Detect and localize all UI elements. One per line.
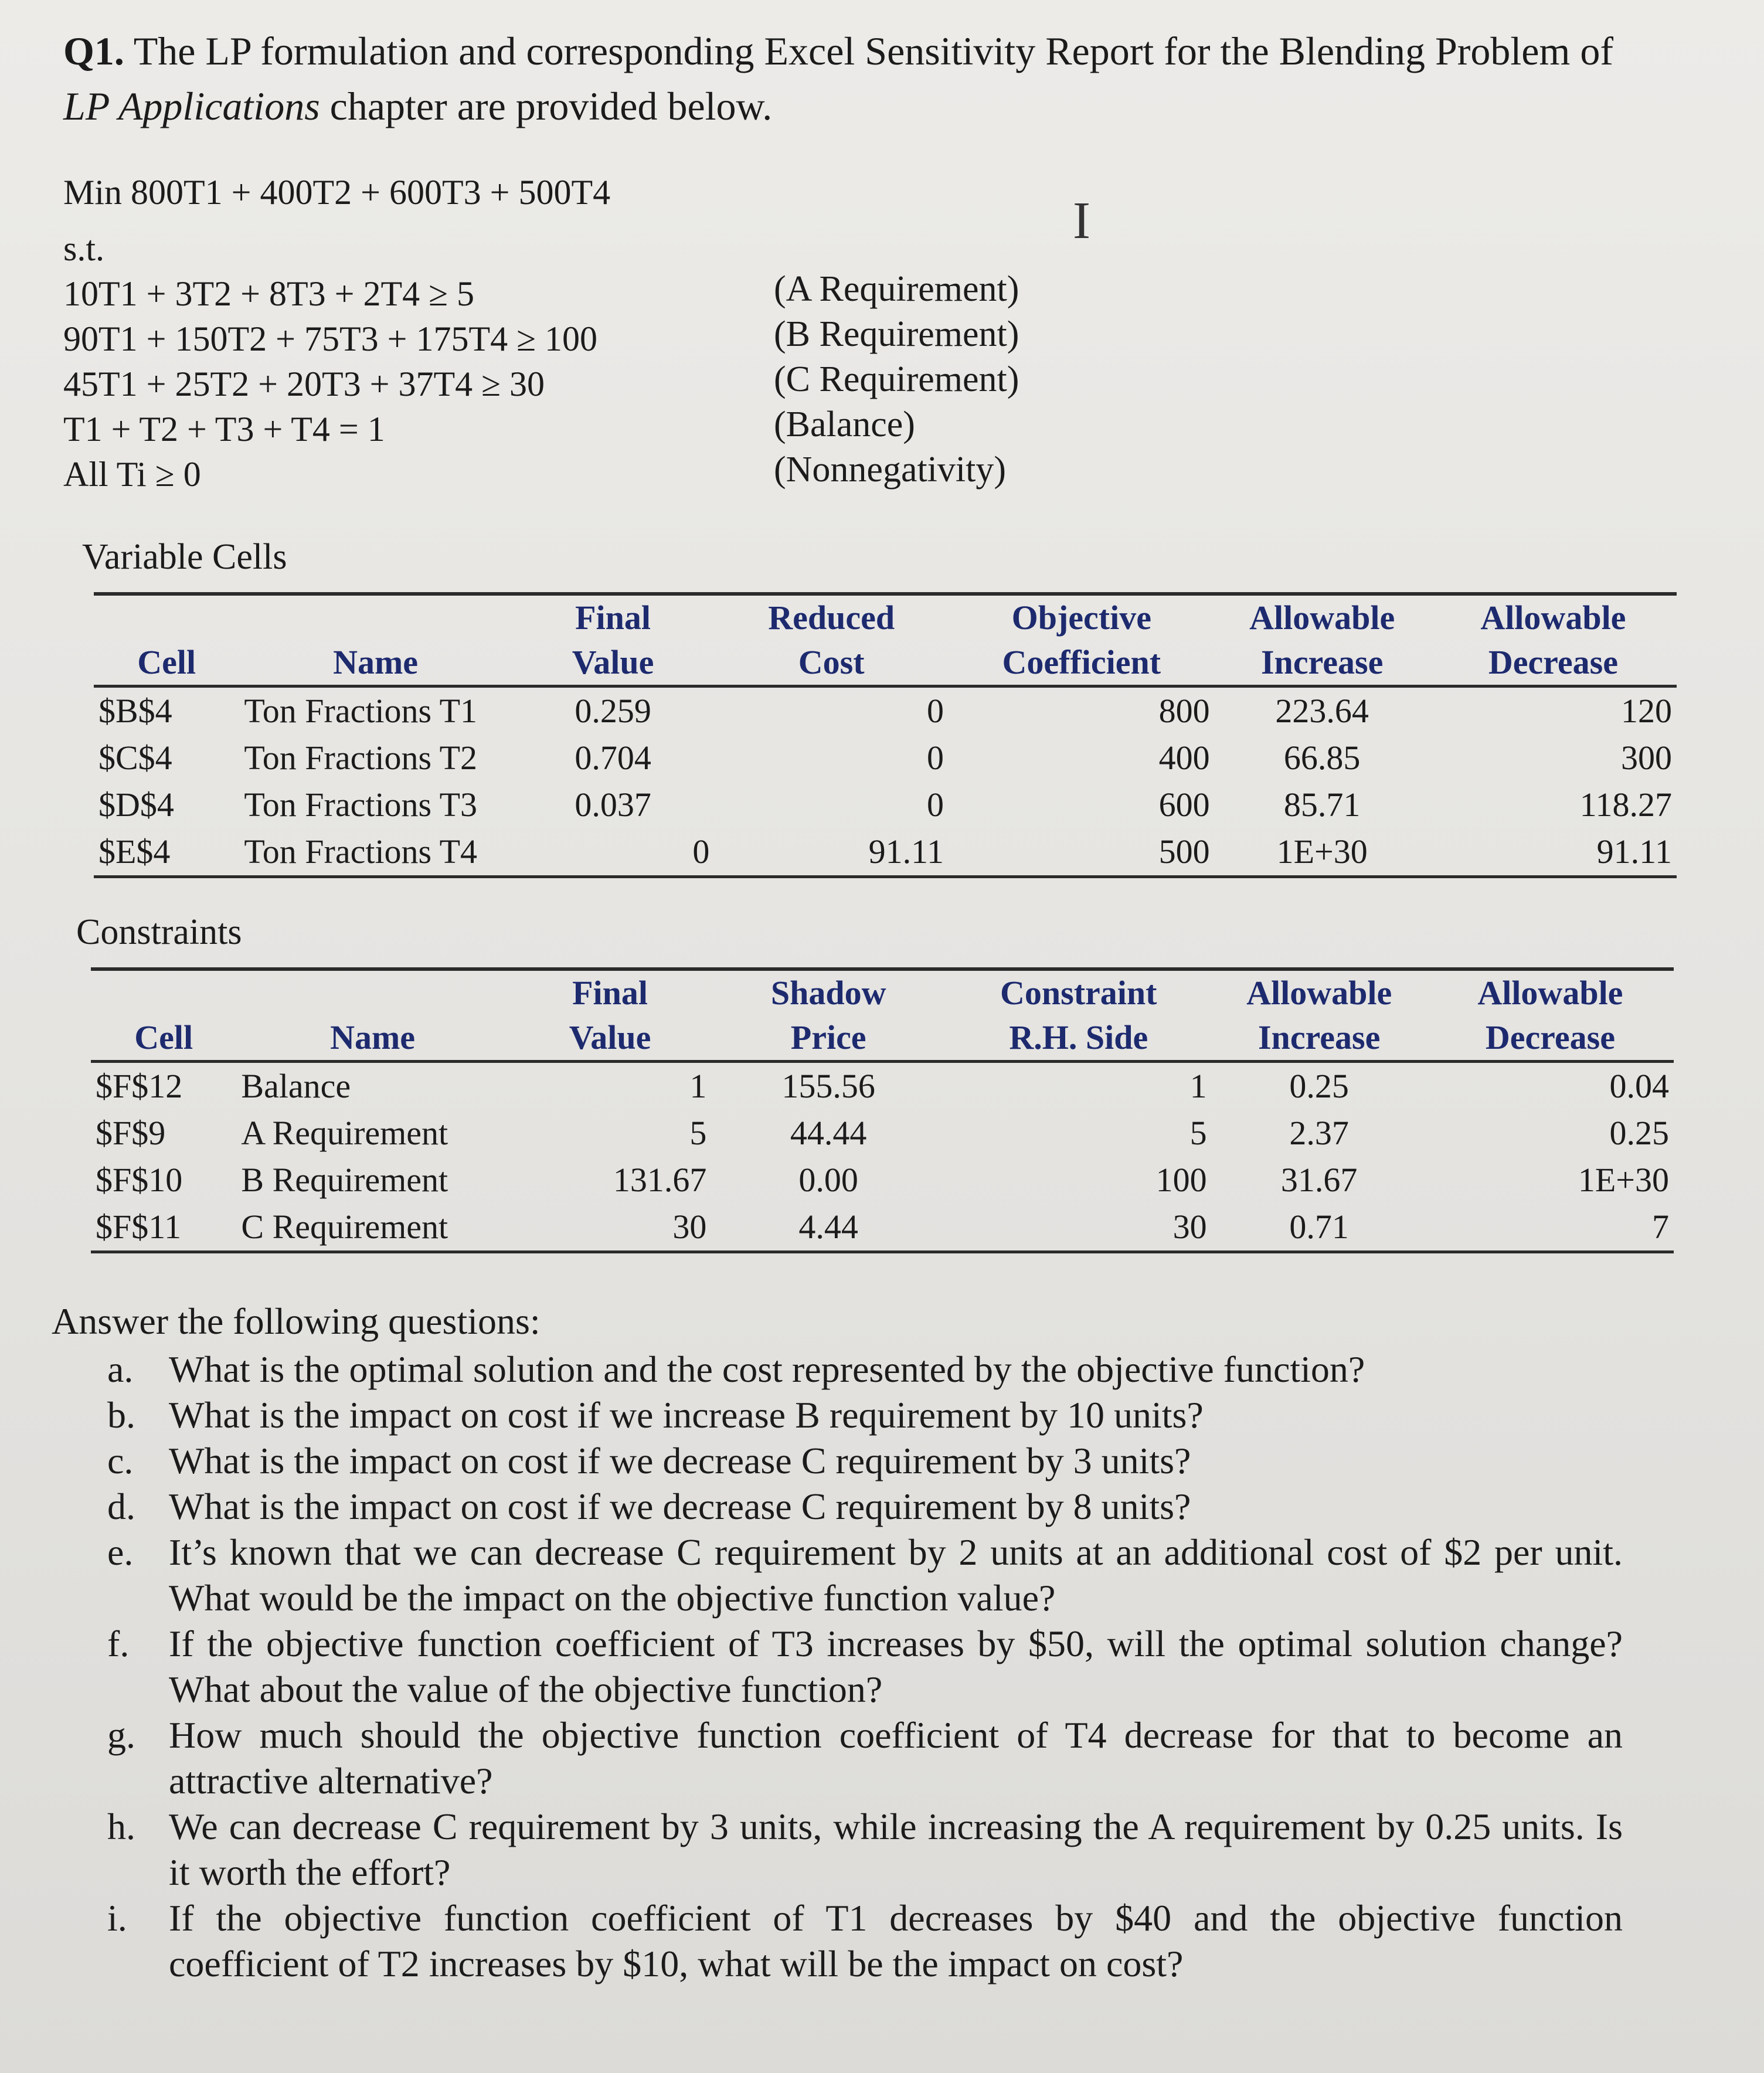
heading-italic: LP Applications — [63, 84, 320, 128]
cell-ref: $F$10 — [96, 1161, 183, 1199]
question-letter: b. — [107, 1394, 135, 1436]
constraint-label: (A Requirement) — [774, 269, 1019, 309]
objective-function: Min 800T1 + 400T2 + 600T3 + 500T4 — [63, 173, 611, 212]
objective-coefficient: 500 — [1158, 832, 1210, 871]
question-text: If the objective function coefficient of T1 decreases by $40 and the objective function coefficient of T2 increases by $10, what will be the impact on cost? — [169, 1897, 1623, 1984]
objective-coefficient: 800 — [1158, 692, 1210, 730]
col-header: Value — [572, 643, 654, 681]
final-value: 5 — [689, 1114, 707, 1152]
table-row — [91, 1062, 1674, 1110]
allowable-increase: 1E+30 — [1276, 832, 1368, 871]
cell-ref: $F$9 — [96, 1114, 166, 1152]
col-header: Coefficient — [1002, 643, 1161, 681]
question-letter: e. — [107, 1531, 134, 1573]
cell-name: Ton Fractions T1 — [244, 692, 478, 730]
question-text: We can decrease C requirement by 3 units, while increasing the A requirement by 0.25 units. Is it worth the effort? — [169, 1806, 1623, 1893]
table-row — [94, 781, 1677, 828]
question-item — [52, 1392, 1623, 1438]
reduced-cost: 0 — [926, 786, 944, 824]
reduced-cost: 91.11 — [868, 832, 944, 871]
cell-name: B Requirement — [241, 1161, 448, 1199]
col-header: R.H. Side — [1009, 1018, 1148, 1056]
final-value: 0.259 — [575, 692, 651, 730]
col-header: Shadow — [770, 974, 886, 1012]
objective-coefficient: 600 — [1158, 786, 1210, 824]
question-letter: g. — [107, 1714, 135, 1756]
table-row — [94, 828, 1677, 877]
col-header: Final — [575, 599, 651, 637]
question-text: What is the impact on cost if we decrease C requirement by 3 units? — [169, 1440, 1191, 1481]
col-header: Name — [333, 643, 419, 681]
constraint-rhs: 30 — [1172, 1208, 1207, 1246]
variable-cells-title: Variable Cells — [82, 537, 287, 577]
text-cursor-icon: I — [1073, 192, 1090, 250]
constraint-expr: 10T1 + 3T2 + 8T3 + 2T4 ≥ 5 — [63, 274, 475, 313]
cell-ref: $C$4 — [98, 739, 172, 777]
col-header: Cost — [798, 643, 865, 681]
question-item — [52, 1804, 1623, 1895]
cell-ref: $F$11 — [96, 1208, 182, 1246]
col-header: Increase — [1260, 643, 1384, 681]
question-letter: a. — [107, 1348, 134, 1390]
question-item — [52, 1347, 1623, 1392]
allowable-increase: 0.71 — [1289, 1208, 1349, 1246]
final-value: 131.67 — [613, 1161, 707, 1199]
question-text: How much should the objective function coefficient of T4 decrease for that to become an attractive alternative? — [169, 1714, 1623, 1802]
col-header: Value — [569, 1018, 651, 1056]
questions-intro: Answer the following questions: — [52, 1300, 541, 1342]
header-row — [91, 1015, 1674, 1062]
heading-text-1: The LP formulation and corresponding Excel Sensitivity Report for the Blending Problem of — [133, 29, 1614, 73]
constraint-expr: T1 + T2 + T3 + T4 = 1 — [63, 410, 385, 448]
col-header: Decrease — [1488, 643, 1618, 681]
constraint-label: (Balance) — [774, 405, 915, 444]
allowable-decrease: 300 — [1621, 739, 1672, 777]
cell-name: C Requirement — [241, 1208, 448, 1246]
question-letter: f. — [107, 1623, 130, 1664]
question-item — [52, 1895, 1623, 1987]
col-header: Cell — [134, 1018, 193, 1056]
col-header: Price — [790, 1018, 866, 1056]
col-header: Name — [330, 1018, 416, 1056]
cell-name: Ton Fractions T2 — [244, 739, 478, 777]
question-item — [52, 1621, 1623, 1712]
allowable-decrease: 120 — [1621, 692, 1672, 730]
allowable-increase: 66.85 — [1283, 739, 1361, 777]
table-row — [94, 735, 1677, 781]
col-header: Allowable — [1480, 599, 1626, 637]
question-letter: d. — [107, 1486, 135, 1527]
shadow-price: 0.00 — [798, 1161, 858, 1199]
allowable-increase: 0.25 — [1289, 1067, 1349, 1105]
final-value: 0 — [692, 832, 710, 871]
col-header: Constraint — [1000, 974, 1157, 1012]
question-text: What is the impact on cost if we increase B requirement by 10 units? — [169, 1394, 1204, 1436]
table-row — [91, 1157, 1674, 1204]
col-header: Allowable — [1246, 974, 1392, 1012]
question-letter: i. — [107, 1897, 127, 1939]
question-letter: c. — [107, 1440, 134, 1481]
cell-ref: $E$4 — [98, 832, 171, 871]
cell-name: Ton Fractions T4 — [244, 832, 478, 871]
shadow-price: 4.44 — [798, 1208, 858, 1246]
question-item — [52, 1484, 1623, 1530]
variable-cells-table — [94, 592, 1677, 878]
col-header: Reduced — [768, 599, 895, 637]
header-row — [94, 594, 1677, 640]
constraints-table — [91, 967, 1674, 1253]
final-value: 30 — [672, 1208, 707, 1246]
constraint-label: (Nonnegativity) — [774, 450, 1007, 490]
table-row — [94, 687, 1677, 735]
cell-name: Ton Fractions T3 — [244, 786, 478, 824]
allowable-increase: 85.71 — [1283, 786, 1361, 824]
constraint-label: (B Requirement) — [774, 314, 1019, 354]
cell-name: Balance — [241, 1067, 351, 1105]
question-text: If the objective function coefficient of T3 increases by $50, will the optimal solution change? What about the value of the objective function? — [169, 1623, 1623, 1710]
allowable-decrease: 0.25 — [1609, 1114, 1669, 1152]
final-value: 0.704 — [575, 739, 651, 777]
objective-coefficient: 400 — [1158, 739, 1210, 777]
cell-ref: $F$12 — [96, 1067, 183, 1105]
constraint-rhs: 5 — [1189, 1114, 1207, 1152]
constraint-rhs: 1 — [1189, 1067, 1207, 1105]
col-header: Allowable — [1249, 599, 1395, 637]
col-header: Decrease — [1485, 1018, 1615, 1056]
constraint-rhs: 100 — [1155, 1161, 1207, 1199]
table-row — [91, 1110, 1674, 1157]
question-number: Q1. — [63, 29, 124, 73]
col-header: Objective — [1011, 599, 1151, 637]
table-row — [91, 1204, 1674, 1252]
header-row — [91, 969, 1674, 1015]
question-item — [52, 1530, 1623, 1621]
cell-name: A Requirement — [241, 1114, 448, 1152]
col-header: Final — [572, 974, 648, 1012]
col-header: Increase — [1257, 1018, 1381, 1056]
shadow-price: 44.44 — [790, 1114, 867, 1152]
allowable-decrease: 91.11 — [1596, 832, 1672, 871]
col-header: Allowable — [1477, 974, 1623, 1012]
constraint-labels — [774, 267, 1019, 492]
cell-ref: $D$4 — [98, 786, 174, 824]
allowable-decrease: 7 — [1652, 1208, 1669, 1246]
subject-to-label: s.t. — [63, 229, 105, 268]
constraint-expr: 90T1 + 150T2 + 75T3 + 175T4 ≥ 100 — [63, 320, 598, 358]
question-item — [52, 1712, 1623, 1804]
col-header: Cell — [137, 643, 196, 681]
heading-text-2: chapter are provided below. — [329, 84, 773, 128]
allowable-increase: 223.64 — [1275, 692, 1369, 730]
reduced-cost: 0 — [926, 739, 944, 777]
question-text: It’s known that we can decrease C requirement by 2 units at an additional cost of $2 per unit. What would be the impact on the objective function value? — [169, 1531, 1623, 1619]
allowable-decrease: 118.27 — [1579, 786, 1672, 824]
header-row — [94, 640, 1677, 687]
lp-formulation — [63, 170, 610, 497]
shadow-price: 155.56 — [781, 1067, 875, 1105]
final-value: 1 — [689, 1067, 707, 1105]
question-text: What is the optimal solution and the cost represented by the objective function? — [169, 1348, 1365, 1390]
allowable-increase: 31.67 — [1280, 1161, 1358, 1199]
allowable-decrease: 0.04 — [1609, 1067, 1669, 1105]
reduced-cost: 0 — [926, 692, 944, 730]
constraint-expr: All Ti ≥ 0 — [63, 455, 201, 494]
final-value: 0.037 — [575, 786, 651, 824]
question-text: What is the impact on cost if we decrease C requirement by 8 units? — [169, 1486, 1191, 1527]
questions-section — [52, 1299, 1623, 1987]
question-heading — [63, 23, 1646, 134]
constraints-title: Constraints — [76, 912, 242, 952]
question-item — [52, 1438, 1623, 1484]
constraint-label: (C Requirement) — [774, 359, 1019, 399]
allowable-decrease: 1E+30 — [1578, 1161, 1669, 1199]
allowable-increase: 2.37 — [1289, 1114, 1349, 1152]
cell-ref: $B$4 — [98, 692, 172, 730]
constraint-expr: 45T1 + 25T2 + 20T3 + 37T4 ≥ 30 — [63, 365, 545, 403]
question-letter: h. — [107, 1806, 135, 1847]
